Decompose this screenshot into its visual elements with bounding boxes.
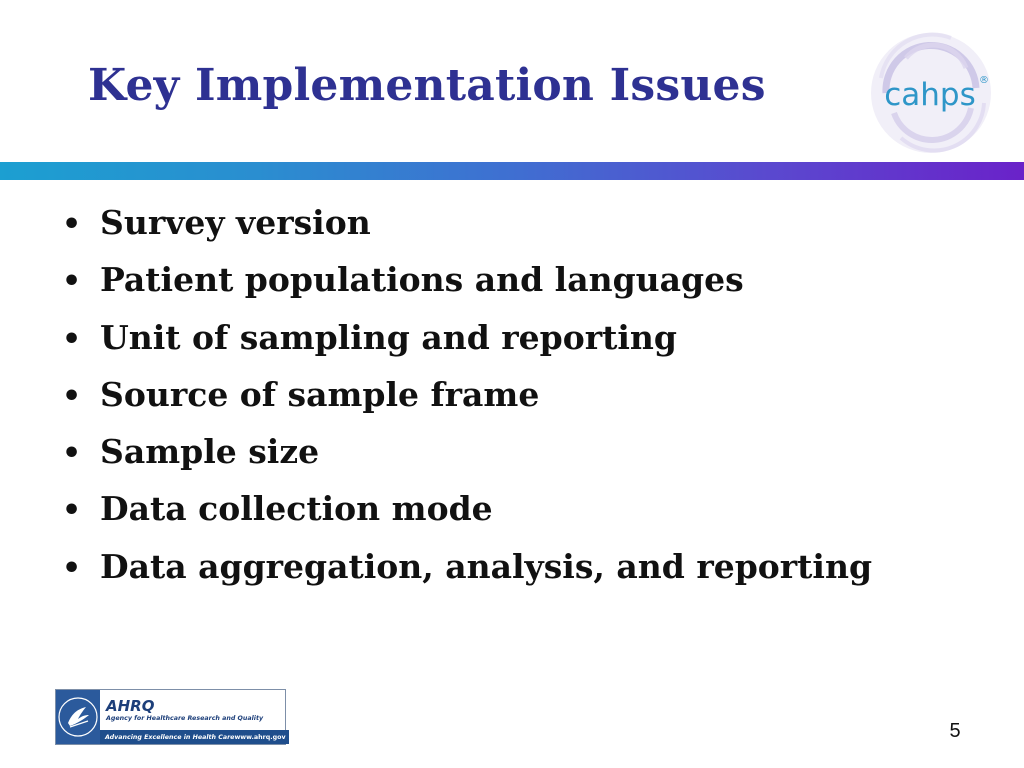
bullet-dot-icon: • <box>62 207 82 242</box>
cahps-wordmark: cahps <box>884 77 976 113</box>
bullet-dot-icon: • <box>62 493 82 529</box>
ahrq-tagline: Advancing Excellence in Health Care <box>105 733 235 741</box>
hhs-eagle-icon <box>56 695 100 739</box>
ahrq-url: www.ahrq.gov <box>234 733 286 741</box>
bullet-text: Sample size <box>100 432 320 472</box>
ahrq-wordmark: AHRQ <box>106 696 155 715</box>
bullet-dot-icon: • <box>62 378 82 414</box>
bullet-list <box>62 203 872 604</box>
bullet-text: Patient populations and languages <box>100 260 744 300</box>
title-divider-bar <box>0 162 1024 180</box>
bullet-text: Source of sample frame <box>100 374 540 414</box>
slide-title: Key Implementation Issues <box>88 60 766 111</box>
bullet-dot-icon: • <box>62 321 82 357</box>
ahrq-panel <box>100 690 289 744</box>
bullet-text: Survey version <box>100 203 371 242</box>
bullet-dot-icon: • <box>62 264 82 300</box>
ahrq-footer-band <box>100 730 289 744</box>
cahps-swirl-icon <box>866 28 996 158</box>
bullet-item <box>62 318 872 375</box>
bullet-item <box>62 432 872 489</box>
bullet-text: Unit of sampling and reporting <box>100 317 677 357</box>
bullet-dot-icon: • <box>62 436 82 472</box>
ahrq-header <box>100 690 289 730</box>
bullet-item <box>62 260 872 317</box>
hhs-logo <box>56 690 100 744</box>
registered-mark: ® <box>979 75 989 86</box>
bullet-item <box>62 489 872 546</box>
ahrq-logo <box>55 689 286 745</box>
bullet-text: Data collection mode <box>100 489 493 529</box>
bullet-item <box>62 547 872 604</box>
page-number: 5 <box>949 720 961 742</box>
bullet-item <box>62 203 872 260</box>
ahrq-agency-name: Agency for Healthcare Research and Quality <box>106 714 264 722</box>
cahps-logo <box>866 28 996 158</box>
bullet-item <box>62 375 872 432</box>
bullet-dot-icon: • <box>62 550 82 586</box>
bullet-text: Data aggregation, analysis, and reporting <box>100 546 873 586</box>
